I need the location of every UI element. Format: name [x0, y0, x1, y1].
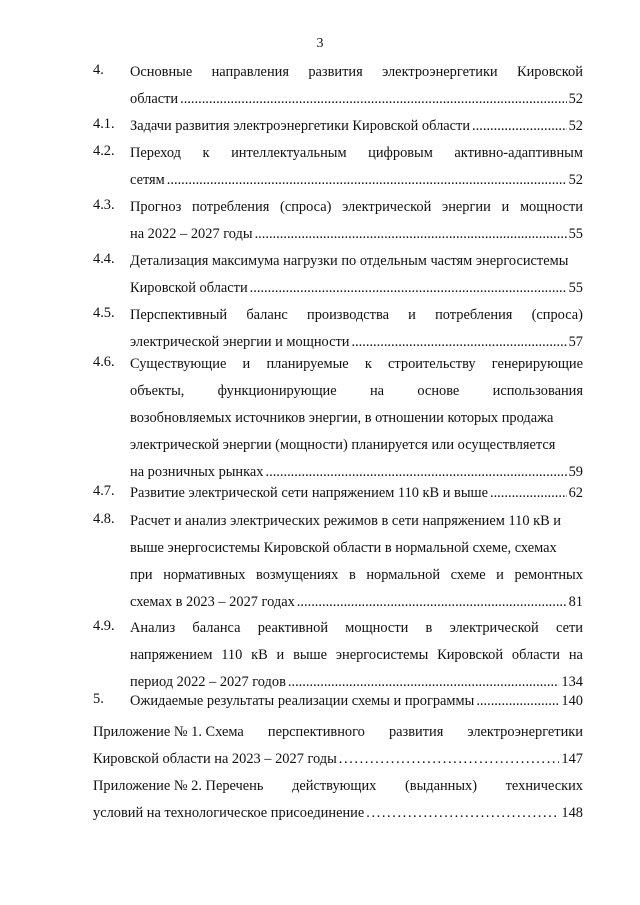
dot-leader — [180, 89, 567, 109]
toc-last-line — [130, 278, 583, 305]
line-word: Перспективный — [130, 307, 228, 323]
toc-entry-body — [130, 116, 583, 143]
line-word: нормальной — [366, 567, 441, 583]
line-word: электрической — [342, 199, 432, 215]
toc-last-line — [130, 592, 583, 619]
toc-page-number: 140 — [561, 693, 583, 709]
toc-entry-body — [130, 483, 583, 510]
line-word: электрической — [449, 620, 539, 636]
line-word: Кировской — [517, 64, 583, 80]
appendix-entry — [93, 722, 583, 776]
line-word: баланса — [192, 620, 241, 636]
toc-entry-number: 4.6. — [93, 354, 115, 370]
line-word: энергии — [442, 199, 491, 215]
toc-page-number: 148 — [561, 805, 583, 821]
dot-leader — [297, 592, 567, 612]
line-word: Основные — [130, 64, 193, 80]
line-word: развития — [388, 724, 444, 740]
dot-leader — [255, 224, 567, 244]
toc-entry-title: на розничных рынках — [130, 464, 264, 480]
toc-entry-title: Кировской области — [130, 280, 248, 296]
line-word: и — [276, 647, 285, 663]
line-word: выше энергосистемы Кировской области в нормальной схеме, схемах — [130, 540, 557, 556]
line-word: и — [496, 567, 504, 583]
line-word: электрической энергии (мощности) планируется или осуществляется — [130, 437, 556, 453]
toc-page-number: 134 — [561, 674, 583, 690]
line-word: использования — [492, 383, 583, 399]
toc-entry-body — [130, 305, 583, 359]
line-word: (выданных) — [405, 778, 478, 794]
line-word: электроэнергетики — [467, 724, 583, 740]
dot-leader — [339, 749, 560, 769]
appendix-entry — [93, 776, 583, 830]
line-word: 110 — [221, 647, 243, 663]
line-word: в — [348, 567, 356, 583]
dot-leader — [266, 462, 567, 482]
line-word: баланс — [246, 307, 288, 323]
toc-line — [130, 62, 583, 89]
toc-entry-number: 4.4. — [93, 251, 115, 267]
toc-last-line — [93, 803, 583, 830]
line-word: цифровым — [368, 145, 433, 161]
toc-entry-body — [130, 143, 583, 197]
toc-entry-title: электрической энергии и мощности — [130, 334, 350, 350]
toc-line — [130, 143, 583, 170]
toc-page-number: 147 — [561, 751, 583, 767]
toc-entry-number: 4.2. — [93, 143, 115, 159]
toc-last-line — [130, 224, 583, 251]
dot-leader — [288, 672, 560, 692]
toc-entry-body — [130, 691, 583, 718]
toc-entry-title: области — [130, 91, 179, 107]
toc-last-line — [130, 89, 583, 116]
line-word: и — [501, 199, 510, 215]
toc-line — [130, 408, 583, 435]
toc-line — [130, 645, 583, 672]
line-word: Приложение № 1. Схема — [93, 724, 244, 740]
toc-page-number: 55 — [568, 280, 583, 296]
toc-entry-number: 4. — [93, 62, 104, 78]
line-word: к — [364, 356, 372, 372]
toc-line — [130, 618, 583, 645]
toc-line — [130, 251, 583, 278]
line-word: возмущениях — [256, 567, 339, 583]
line-word: интеллектуальным — [231, 145, 347, 161]
line-word: (спроса) — [531, 307, 583, 323]
line-word: перспективного — [267, 724, 365, 740]
line-word: энергосистемы — [335, 647, 429, 663]
toc-page-number: 55 — [568, 226, 583, 242]
line-word: основе — [417, 383, 460, 399]
line-word: производства — [307, 307, 389, 323]
toc-page-number: 52 — [568, 172, 583, 188]
toc-entry-number: 4.5. — [93, 305, 115, 321]
line-word: схеме — [450, 567, 486, 583]
line-word: в — [425, 620, 433, 636]
line-word: сети — [556, 620, 583, 636]
dot-leader — [490, 483, 567, 503]
line-word: строительству — [388, 356, 476, 372]
toc-page-number: 57 — [568, 334, 583, 350]
toc-line — [130, 538, 583, 565]
dot-leader — [472, 116, 567, 136]
toc-entry-body — [130, 354, 583, 489]
toc-entry-title: Ожидаемые результаты реализации схемы и программы — [130, 693, 475, 709]
line-word: ремонтных — [514, 567, 583, 583]
toc-page-number: 62 — [568, 485, 583, 501]
line-word: электроэнергетики — [382, 64, 498, 80]
toc-last-line — [130, 170, 583, 197]
toc-line — [130, 565, 583, 592]
toc-entry-title: условий на технологическое присоединение — [93, 805, 365, 821]
toc-entry-title: период 2022 – 2027 годов — [130, 674, 286, 690]
line-word: возобновляемых источников энергии, в отношении которых продажа — [130, 410, 554, 426]
toc-entry-title: Кировской области на 2023 – 2027 годы — [93, 751, 337, 767]
line-word: планируемые — [266, 356, 349, 372]
toc-page-number: 52 — [568, 91, 583, 107]
toc-entry-number: 4.8. — [93, 511, 115, 527]
line-word: активно-адаптивным — [454, 145, 583, 161]
toc-entry-title: на 2022 – 2027 годы — [130, 226, 253, 242]
toc-entry-title: Задачи развития электроэнергетики Кировской области — [130, 118, 471, 134]
line-word: нормативных — [163, 567, 246, 583]
line-word: мощности — [519, 199, 583, 215]
toc-entry-number: 5. — [93, 691, 104, 707]
dot-leader — [476, 691, 559, 711]
toc-entry-body — [130, 62, 583, 116]
toc-entry-body — [130, 618, 583, 699]
line-word: Детализация максимума нагрузки по отдельным частям энергосистемы — [130, 253, 569, 269]
line-word: Приложение № 2. Перечень — [93, 778, 264, 794]
toc-last-line — [130, 691, 583, 718]
toc-line — [130, 197, 583, 224]
toc-entry-number: 4.3. — [93, 197, 115, 213]
toc-last-line — [130, 483, 583, 510]
line-word: объекты, — [130, 383, 185, 399]
toc-entry-body — [130, 511, 583, 619]
line-word: и — [408, 307, 416, 323]
line-word: кВ — [251, 647, 268, 663]
line-word: области — [511, 647, 560, 663]
line-word: генерирующие — [491, 356, 583, 372]
line-word: функционирующие — [217, 383, 337, 399]
line-word: к — [202, 145, 210, 161]
line-word: потребления — [192, 199, 270, 215]
line-word: направления — [211, 64, 289, 80]
line-word: на — [568, 647, 583, 663]
toc-entry-body — [130, 251, 583, 305]
line-word: Расчет и анализ электрических режимов в сети напряжением 110 кВ и — [130, 513, 562, 529]
line-word: при — [130, 567, 153, 583]
toc-page-number: 52 — [568, 118, 583, 134]
line-word: потребления — [435, 307, 513, 323]
appendix-line — [93, 776, 583, 803]
line-word: выше — [293, 647, 327, 663]
line-word: реактивной — [257, 620, 329, 636]
line-word: Существующие — [130, 356, 227, 372]
line-word: Кировской — [437, 647, 504, 663]
line-word: Переход — [130, 145, 181, 161]
line-word: и — [242, 356, 251, 372]
toc-entry-number: 4.9. — [93, 618, 115, 634]
dot-leader — [167, 170, 567, 190]
page-number: 3 — [316, 36, 324, 51]
dot-leader — [366, 803, 559, 823]
toc-line — [130, 435, 583, 462]
line-word: Прогноз — [130, 199, 182, 215]
toc-entry-body — [130, 197, 583, 251]
toc-entry-number: 4.7. — [93, 483, 115, 499]
line-word: мощности — [345, 620, 409, 636]
toc-entry-title: сетям — [130, 172, 165, 188]
toc-last-line — [130, 116, 583, 143]
line-word: напряжением — [130, 647, 213, 663]
toc-page-number: 59 — [568, 464, 583, 480]
line-word: развития — [308, 64, 363, 80]
line-word: действующих — [292, 778, 377, 794]
toc-entry-title: схемах в 2023 – 2027 годах — [130, 594, 295, 610]
dot-leader — [351, 332, 566, 352]
toc-line — [130, 511, 583, 538]
toc-line — [130, 305, 583, 332]
line-word: технических — [505, 778, 583, 794]
toc-entry-title: Развитие электрической сети напряжением 110 кВ и выше — [130, 485, 488, 501]
line-word: Анализ — [130, 620, 176, 636]
toc-line — [130, 354, 583, 381]
line-word: на — [369, 383, 385, 399]
toc-last-line — [93, 749, 583, 776]
toc-entry-number: 4.1. — [93, 116, 115, 132]
toc-line — [130, 381, 583, 408]
appendix-line — [93, 722, 583, 749]
toc-page-number: 81 — [568, 594, 583, 610]
line-word: (спроса) — [280, 199, 332, 215]
dot-leader — [250, 278, 567, 298]
